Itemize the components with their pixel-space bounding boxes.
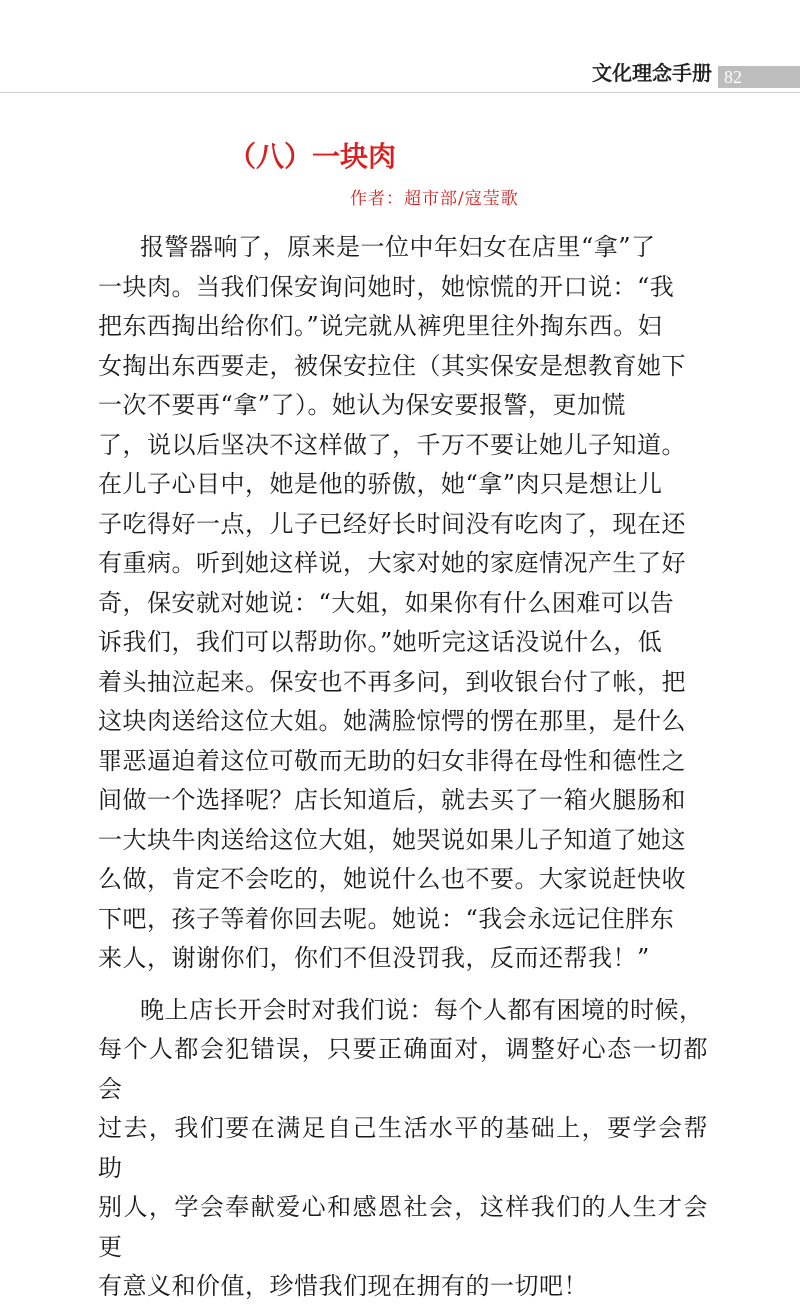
text-line: 着头抽泣起来。保安也不再多问，到收银台付了帐，把	[98, 667, 686, 696]
text-line: 奇，保安就对她说：“大姐，如果你有什么困难可以告	[98, 588, 675, 617]
header-rule	[0, 92, 800, 93]
article-body	[98, 228, 708, 1307]
text-line: 来人，谢谢你们，你们不但没罚我，反而还帮我！”	[98, 944, 650, 972]
text-line: 这块肉送给这位大姐。她满脸惊愕的愣在那里，是什么	[98, 707, 686, 735]
text-line: 报警器响了，原来是一位中年妇女在店里“拿”了	[140, 233, 656, 261]
text-line: 过去，我们要在满足自己生活水平的基础上，要学会帮助	[98, 1114, 708, 1182]
text-line: 罪恶逼迫着这位可敬而无助的妇女非得在母性和德性之	[98, 746, 686, 775]
text-line: 在儿子心目中，她是他的骄傲，她“拿”肉只是想让儿	[98, 470, 663, 498]
paragraph-1	[98, 228, 708, 979]
text-line: 晚上店长开会时对我们说：每个人都有困境的时候，	[140, 995, 704, 1024]
text-line: 女掏出东西要走，被保安拉住（其实保安是想教育她下	[98, 351, 686, 380]
text-line: 间做一个选择呢？店长知道后，就去买了一箱火腿肠和	[98, 786, 686, 814]
text-line: 有意义和价值，珍惜我们现在拥有的一切吧！	[98, 1272, 588, 1300]
text-line: 一块肉。当我们保安询问她时，她惊慌的开口说：“我	[98, 272, 675, 301]
text-line: 子吃得好一点，儿子已经好长时间没有吃肉了，现在还	[98, 509, 686, 538]
text-line: 诉我们，我们可以帮助你。”她听完这话没说什么，低	[98, 628, 663, 656]
text-line: 每个人都会犯错误，只要正确面对，调整好心态一切都会	[98, 1035, 708, 1103]
article-title: （八）一块肉	[228, 140, 397, 173]
paragraph-2	[98, 991, 708, 1307]
running-header-title: 文化理念手册	[592, 61, 712, 85]
text-line: 下吧，孩子等着你回去呢。她说：“我会永远记住胖东	[98, 904, 675, 933]
text-line: 有重病。听到她这样说，大家对她的家庭情况产生了好	[98, 549, 686, 577]
text-line: 一大块牛肉送给这位大姐，她哭说如果儿子知道了她这	[98, 825, 686, 854]
text-line: 别人，学会奉献爱心和感恩社会，这样我们的人生才会更	[98, 1193, 708, 1261]
page-number: 82	[718, 66, 800, 88]
text-line: 把东西掏出给你们。”说完就从裤兜里往外掏东西。妇	[98, 312, 663, 340]
text-line: 了，说以后坚决不这样做了，千万不要让她儿子知道。	[98, 430, 686, 459]
article-byline: 作者：超市部/寇莹歌	[350, 189, 519, 209]
text-line: 一次不要再“拿”了）。她认为保安要报警，更加慌	[98, 391, 627, 419]
text-line: 么做，肯定不会吃的，她说什么也不要。大家说赶快收	[98, 865, 686, 893]
